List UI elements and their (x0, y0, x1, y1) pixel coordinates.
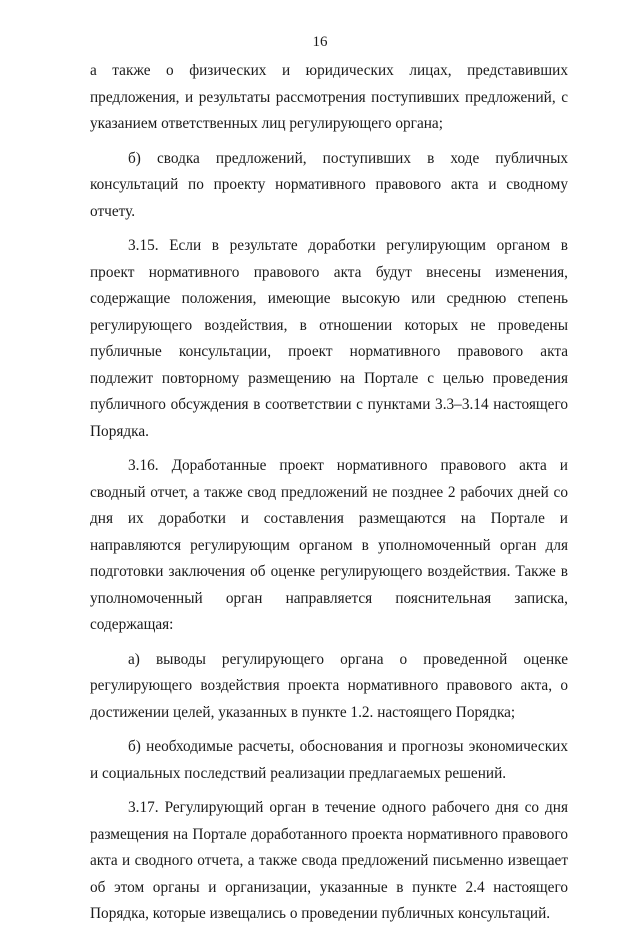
paragraph-continuation: а также о физических и юридических лицах, представивших предложения, и результаты рассмотрения поступивших предложений, с указанием ответственных лиц регулирующего органа; (90, 62, 568, 132)
paragraph-item-a-conclusions: а) выводы регулирующего органа о проведенной оценке регулирующего воздействия проекта нормативного правового акта, о достижении целей, указанных в пункте 1.2. настоящего Порядка; (90, 650, 568, 721)
paragraph-section-3-15: 3.15. Если в результате доработки регулирующим органом в проект нормативного правового акта будут внесены изменения, содержащие положения, имеющие высокую или среднюю степень регулирующего воздействия, в отношении которых не проведены публичные консультации, проект нормативного правового акта подлежит повторному размещению на Портале с целью проведения публичного обсуждения в соответствии с пунктами 3.3–3.14 настоящего Порядка. (90, 237, 568, 440)
page-number: 16 (312, 34, 328, 50)
paragraph-section-3-16: 3.16. Доработанные проект нормативного правового акта и сводный отчет, а также свод предложений не позднее 2 рабочих дней со дня их доработки и составления размещаются на Портале и направляются регулирующим органом в уполномоченный орган для подготовки заключения об оценке регулирующего воздействия. Также в уполномоченный орган направляется пояснительная записка, содержащая: (90, 457, 568, 633)
paragraph-item-b-calculations: б) необходимые расчеты, обоснования и прогнозы экономических и социальных последствий реализации предлагаемых решений. (90, 738, 568, 782)
paragraph-section-3-17: 3.17. Регулирующий орган в течение одного рабочего дня со дня размещения на Портале доработанного проекта нормативного правового акта и сводного отчета, а также свода предложений письменно извещает об этом органы и организации, указанные в пункте 2.4 настоящего Порядка, которые извещались о проведении публичных консультаций. (90, 799, 568, 922)
document-body (90, 58, 568, 933)
paragraph-item-b-summary: б) сводка предложений, поступивших в ходе публичных консультаций по проекту нормативного правового акта и сводному отчету. (90, 149, 568, 220)
